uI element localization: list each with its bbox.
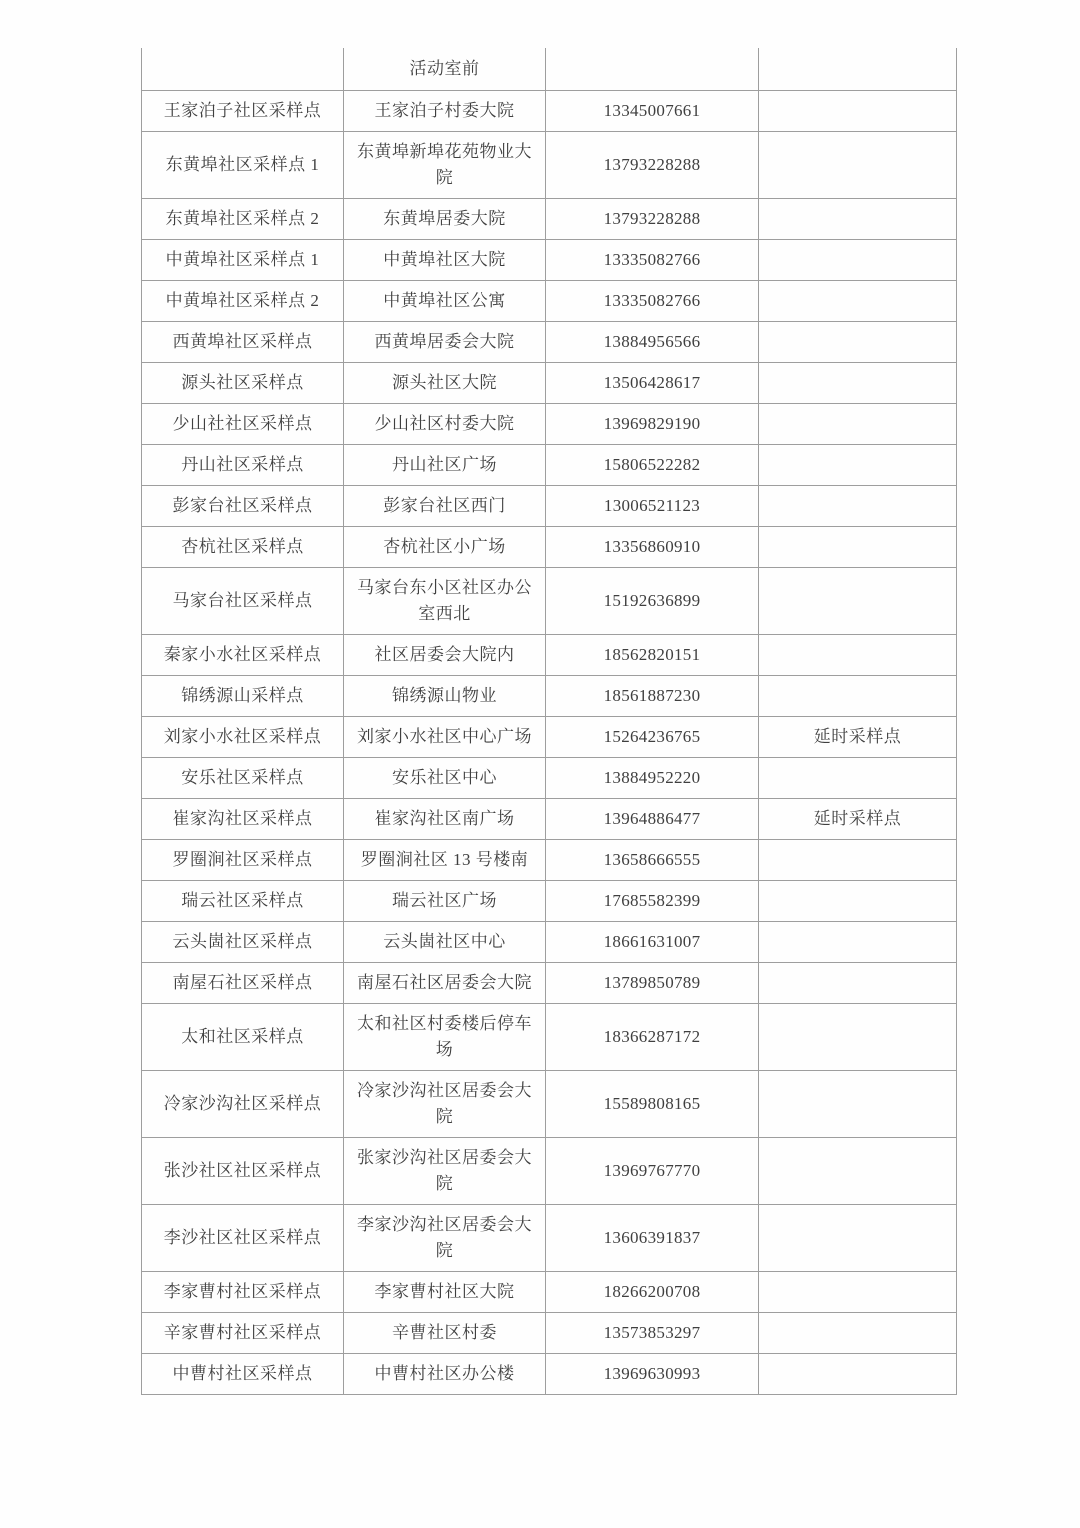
cell-phone: 15589808165 (546, 1071, 759, 1138)
cell-location: 东黄埠新埠花苑物业大院 (344, 132, 546, 199)
cell-location: 太和社区村委楼后停车场 (344, 1004, 546, 1071)
cell-note (759, 1138, 957, 1205)
table-row (142, 91, 957, 132)
cell-location: 彭家台社区西门 (344, 486, 546, 527)
cell-site-name: 瑞云社区采样点 (142, 881, 344, 922)
cell-note (759, 527, 957, 568)
cell-site-name: 丹山社区采样点 (142, 445, 344, 486)
cell-site-name: 崔家沟社区采样点 (142, 799, 344, 840)
cell-site-name: 中黄埠社区采样点 1 (142, 240, 344, 281)
table-row (142, 1071, 957, 1138)
cell-site-name: 罗圈涧社区采样点 (142, 840, 344, 881)
cell-location: 王家泊子村委大院 (344, 91, 546, 132)
cell-site-name: 李家曹村社区采样点 (142, 1272, 344, 1313)
cell-note (759, 922, 957, 963)
cell-location: 中曹村社区办公楼 (344, 1354, 546, 1395)
cell-site-name: 冷家沙沟社区采样点 (142, 1071, 344, 1138)
table-row (142, 758, 957, 799)
cell-site-name: 秦家小水社区采样点 (142, 635, 344, 676)
cell-phone: 13658666555 (546, 840, 759, 881)
cell-note (759, 1071, 957, 1138)
cell-location: 李家沙沟社区居委会大院 (344, 1205, 546, 1272)
cell-site-name: 东黄埠社区采样点 1 (142, 132, 344, 199)
cell-site-name: 杏杭社区采样点 (142, 527, 344, 568)
cell-site-name: 源头社区采样点 (142, 363, 344, 404)
table-body (142, 48, 957, 1395)
cell-phone: 18266200708 (546, 1272, 759, 1313)
cell-site-name: 张沙社区社区采样点 (142, 1138, 344, 1205)
table-row (142, 568, 957, 635)
cell-location: 社区居委会大院内 (344, 635, 546, 676)
table-row (142, 199, 957, 240)
cell-note (759, 132, 957, 199)
cell-note (759, 322, 957, 363)
cell-location: 南屋石社区居委会大院 (344, 963, 546, 1004)
cell-site-name: 李沙社区社区采样点 (142, 1205, 344, 1272)
cell-note (759, 281, 957, 322)
cell-site-name: 彭家台社区采样点 (142, 486, 344, 527)
cell-note (759, 881, 957, 922)
cell-phone (546, 48, 759, 91)
table-row (142, 963, 957, 1004)
cell-note (759, 635, 957, 676)
table-row (142, 1313, 957, 1354)
cell-site-name: 西黄埠社区采样点 (142, 322, 344, 363)
cell-site-name: 锦绣源山采样点 (142, 676, 344, 717)
table-row (142, 445, 957, 486)
table-row (142, 486, 957, 527)
cell-location: 瑞云社区广场 (344, 881, 546, 922)
cell-location: 张家沙沟社区居委会大院 (344, 1138, 546, 1205)
cell-site-name: 中黄埠社区采样点 2 (142, 281, 344, 322)
cell-site-name: 中曹村社区采样点 (142, 1354, 344, 1395)
cell-phone: 13606391837 (546, 1205, 759, 1272)
cell-note (759, 1313, 957, 1354)
cell-note (759, 486, 957, 527)
cell-location: 崔家沟社区南广场 (344, 799, 546, 840)
cell-phone: 15806522282 (546, 445, 759, 486)
cell-site-name: 王家泊子社区采样点 (142, 91, 344, 132)
cell-note (759, 1354, 957, 1395)
cell-phone: 15264236765 (546, 717, 759, 758)
cell-phone: 13793228288 (546, 132, 759, 199)
cell-phone: 13789850789 (546, 963, 759, 1004)
cell-phone: 13969630993 (546, 1354, 759, 1395)
cell-note (759, 240, 957, 281)
cell-phone: 13884956566 (546, 322, 759, 363)
table-row (142, 676, 957, 717)
cell-note (759, 758, 957, 799)
cell-note (759, 48, 957, 91)
cell-phone: 18561887230 (546, 676, 759, 717)
cell-phone: 18562820151 (546, 635, 759, 676)
cell-location: 东黄埠居委大院 (344, 199, 546, 240)
table-row (142, 922, 957, 963)
cell-location: 刘家小水社区中心广场 (344, 717, 546, 758)
cell-note (759, 963, 957, 1004)
cell-site-name: 刘家小水社区采样点 (142, 717, 344, 758)
cell-site-name: 少山社社区采样点 (142, 404, 344, 445)
cell-location: 李家曹村社区大院 (344, 1272, 546, 1313)
cell-site-name: 安乐社区采样点 (142, 758, 344, 799)
cell-note (759, 404, 957, 445)
table-row (142, 799, 957, 840)
cell-site-name: 东黄埠社区采样点 2 (142, 199, 344, 240)
cell-location: 少山社区村委大院 (344, 404, 546, 445)
cell-note (759, 91, 957, 132)
cell-location: 中黄埠社区大院 (344, 240, 546, 281)
cell-phone: 13793228288 (546, 199, 759, 240)
table-row (142, 1272, 957, 1313)
table-row (142, 281, 957, 322)
table-row (142, 322, 957, 363)
cell-location: 活动室前 (344, 48, 546, 91)
cell-phone: 13345007661 (546, 91, 759, 132)
table-row (142, 404, 957, 445)
cell-location: 锦绣源山物业 (344, 676, 546, 717)
cell-phone: 18661631007 (546, 922, 759, 963)
table-row (142, 363, 957, 404)
table-row (142, 132, 957, 199)
cell-location: 安乐社区中心 (344, 758, 546, 799)
table-row (142, 1354, 957, 1395)
cell-location: 辛曹社区村委 (344, 1313, 546, 1354)
cell-phone: 13006521123 (546, 486, 759, 527)
cell-phone: 13356860910 (546, 527, 759, 568)
table-row (142, 240, 957, 281)
cell-phone: 13884952220 (546, 758, 759, 799)
cell-site-name: 太和社区采样点 (142, 1004, 344, 1071)
cell-note (759, 1272, 957, 1313)
cell-note (759, 199, 957, 240)
cell-site-name: 辛家曹村社区采样点 (142, 1313, 344, 1354)
cell-note (759, 676, 957, 717)
table-row (142, 1205, 957, 1272)
cell-site-name: 南屋石社区采样点 (142, 963, 344, 1004)
table-row (142, 881, 957, 922)
cell-phone: 18366287172 (546, 1004, 759, 1071)
cell-location: 罗圈涧社区 13 号楼南 (344, 840, 546, 881)
cell-site-name (142, 48, 344, 91)
table-row (142, 635, 957, 676)
sampling-points-table (141, 48, 957, 1395)
cell-phone: 13506428617 (546, 363, 759, 404)
cell-note (759, 363, 957, 404)
cell-location: 云头崮社区中心 (344, 922, 546, 963)
cell-phone: 17685582399 (546, 881, 759, 922)
cell-note (759, 1004, 957, 1071)
cell-location: 马家台东小区社区办公室西北 (344, 568, 546, 635)
cell-phone: 13964886477 (546, 799, 759, 840)
cell-location: 源头社区大院 (344, 363, 546, 404)
cell-note (759, 568, 957, 635)
cell-phone: 13969829190 (546, 404, 759, 445)
cell-phone: 13573853297 (546, 1313, 759, 1354)
cell-location: 冷家沙沟社区居委会大院 (344, 1071, 546, 1138)
table-row (142, 840, 957, 881)
cell-phone: 13335082766 (546, 281, 759, 322)
cell-location: 西黄埠居委会大院 (344, 322, 546, 363)
cell-site-name: 马家台社区采样点 (142, 568, 344, 635)
cell-location: 丹山社区广场 (344, 445, 546, 486)
table-row (142, 527, 957, 568)
cell-phone: 13335082766 (546, 240, 759, 281)
table-row-partial (142, 48, 957, 91)
cell-note: 延时采样点 (759, 799, 957, 840)
cell-note (759, 445, 957, 486)
table-row (142, 717, 957, 758)
cell-phone: 13969767770 (546, 1138, 759, 1205)
table-row (142, 1138, 957, 1205)
cell-site-name: 云头崮社区采样点 (142, 922, 344, 963)
table-row (142, 1004, 957, 1071)
cell-phone: 15192636899 (546, 568, 759, 635)
cell-location: 中黄埠社区公寓 (344, 281, 546, 322)
cell-location: 杏杭社区小广场 (344, 527, 546, 568)
cell-note (759, 1205, 957, 1272)
cell-note: 延时采样点 (759, 717, 957, 758)
cell-note (759, 840, 957, 881)
